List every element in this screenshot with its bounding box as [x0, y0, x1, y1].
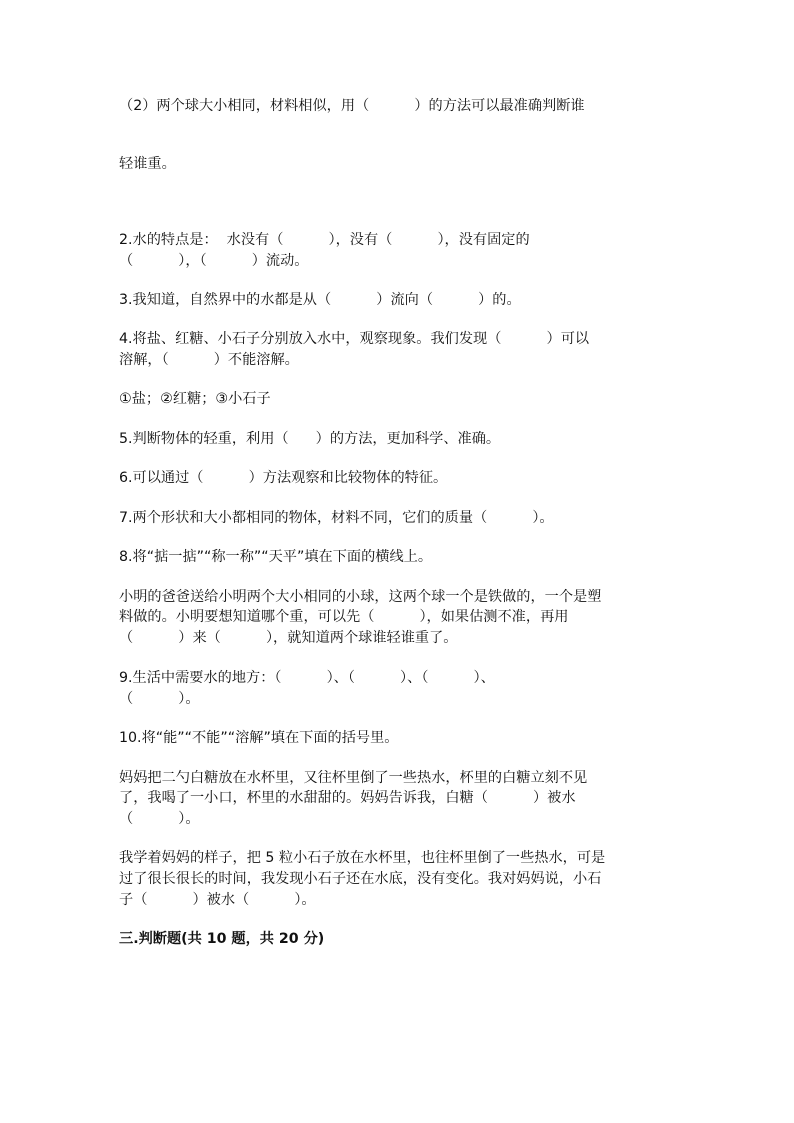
question-6: 6.可以通过（ ）方法观察和比较物体的特征。 [119, 470, 448, 486]
question-10-para-2-line-3: 子（ ）被水（ ）。 [119, 892, 316, 908]
question-10-para-2-line-2: 过了很长很长的时间，我发现小石子还在水底，没有变化。我对妈妈说，小石 [119, 871, 602, 887]
question-8-line-1: 小明的爸爸送给小明两个大小相同的小球，这两个球一个是铁做的，一个是塑 [119, 589, 602, 605]
section-3-heading: 三.判断题(共 10 题，共 20 分) [119, 931, 325, 947]
question-8-line-3: （ ）来（ ），就知道两个球谁轻谁重了。 [119, 630, 458, 646]
question-8-title: 8.将“掂一掂”“称一称”“天平”填在下面的横线上。 [119, 549, 433, 565]
question-4-line-1: 4.将盐、红糖、小石子分别放入水中，观察现象。我们发现（ ）可以 [119, 331, 590, 347]
question-2-line-2: （ ），（ ）流动。 [119, 253, 309, 269]
question-10-title: 10.将“能”“不能”“溶解”填在下面的括号里。 [119, 730, 399, 746]
question-1-2-line-2: 轻谁重。 [119, 156, 176, 172]
question-1-2-line-1: （2）两个球大小相同，材料相似，用（ ）的方法可以最准确判断谁 [119, 98, 585, 114]
question-2-line-1: 2.水的特点是： 水没有（ ），没有（ ），没有固定的 [119, 232, 530, 248]
question-8-line-2: 料做的。小明要想知道哪个重，可以先（ ），如果估测不准，再用 [119, 609, 569, 625]
question-10-para-1-line-2: 了，我喝了一小口，杯里的水甜甜的。妈妈告诉我，白糖（ ）被水 [119, 790, 576, 806]
question-10-para-2-line-1: 我学着妈妈的样子，把 5 粒小石子放在水杯里，也往杯里倒了一些热水，可是 [119, 850, 606, 866]
question-10-para-1-line-1: 妈妈把二勺白糖放在水杯里，又往杯里倒了一些热水，杯里的白糖立刻不见 [119, 770, 588, 786]
question-3: 3.我知道，自然界中的水都是从（ ）流向（ ）的。 [119, 292, 521, 308]
question-9-line-2: （ ）。 [119, 691, 200, 707]
question-4-options: ①盐；②红糖；③小石子 [119, 391, 271, 407]
question-4-line-2: 溶解，（ ）不能溶解。 [119, 352, 299, 368]
question-7: 7.两个形状和大小都相同的物体，材料不同，它们的质量（ ）。 [119, 510, 554, 526]
question-5: 5.判断物体的轻重，利用（ ）的方法，更加科学、准确。 [119, 431, 501, 447]
question-10-para-1-line-3: （ ）。 [119, 811, 200, 827]
question-9-line-1: 9.生活中需要水的地方：（ ）、（ ）、（ ）、 [119, 670, 495, 686]
